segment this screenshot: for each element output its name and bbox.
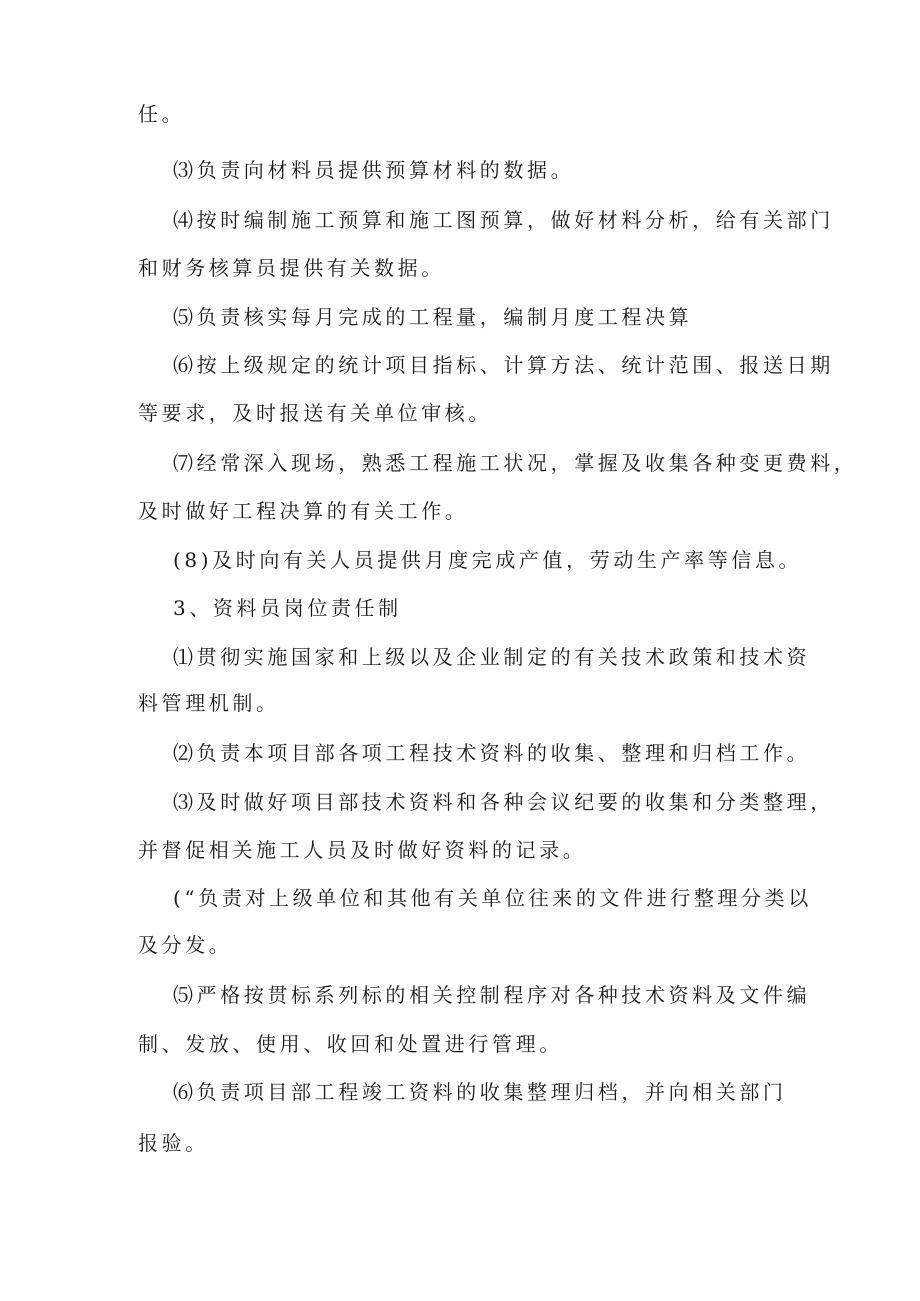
text-line: 及分发。: [138, 933, 233, 957]
text-line: ⑺经常深入现场，熟悉工程施工状况，掌握及收集各种变更费料，: [173, 451, 858, 475]
text-line: 等要求，及时报送有关单位审核。: [138, 401, 492, 425]
text-line: ⑹按上级规定的统计项目指标、计算方法、统计范围、报送日期: [173, 353, 834, 377]
text-line: ⑴贯彻实施国家和上级以及企业制定的有关技术政策和技术资: [173, 645, 811, 669]
text-line: 制、发放、使用、收回和处置进行管理。: [138, 1032, 563, 1056]
text-line: (“负责对上级单位和其他有关单位往来的文件进行整理分类以: [173, 886, 812, 910]
text-line: (8)及时向有关人员提供月度完成产值，劳动生产率等信息。: [173, 548, 803, 572]
text-line: 报验。: [138, 1131, 209, 1155]
text-line: ⑶负责向材料员提供预算材料的数据。: [173, 158, 575, 182]
section-heading: 3、资料员岗位责任制: [173, 596, 402, 620]
text-line: ⑷按时编制施工预算和施工图预算，做好材料分析，给有关部门: [173, 208, 834, 232]
text-line: 及时做好工程决算的有关工作。: [138, 499, 469, 523]
text-line: ⑸负责核实每月完成的工程量，编制月度工程决算: [173, 305, 693, 329]
text-line: 并督促相关施工人员及时做好资料的记录。: [138, 838, 587, 862]
text-line: ⑶及时做好项目部技术资料和各种会议纪要的收集和分类整理，: [173, 790, 834, 814]
text-line: ⑸严格按贯标系列标的相关控制程序对各种技术资料及文件编: [173, 983, 811, 1007]
text-line: 料管理机制。: [138, 691, 280, 715]
text-line: ⑵负责本项目部各项工程技术资料的收集、整理和归档工作。: [173, 741, 811, 765]
text-line: 任。: [138, 102, 186, 126]
text-line: 和财务核算员提供有关数据。: [138, 256, 445, 280]
text-line: ⑹负责项目部工程竣工资料的收集整理归档，并向相关部门: [173, 1080, 787, 1104]
